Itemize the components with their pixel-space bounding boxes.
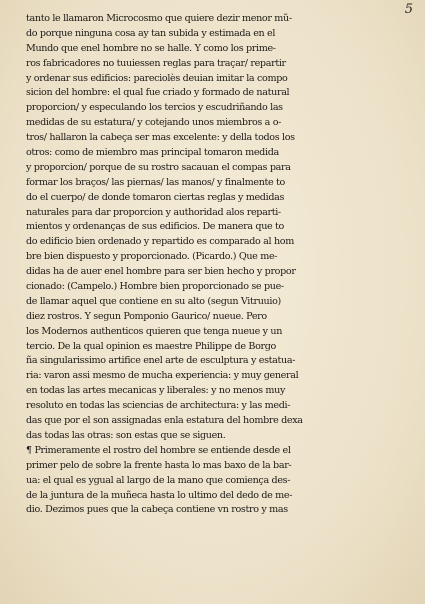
page-number: 5 <box>404 2 413 17</box>
text-line: ña singularissimo artifice enel arte de esculptura y estatua- <box>26 355 296 367</box>
text-line: sicion del hombre: el qual fue criado y formado de natural <box>26 87 290 99</box>
text-line: primer pelo de sobre la frente hasta lo mas baxo de la bar- <box>26 459 292 471</box>
text-line: mientos y ordenanças de sus edificios. De manera que to <box>26 221 284 233</box>
text-line: ua: el qual es ygual al largo de la mano que comiença des- <box>26 474 291 486</box>
text-line: los Modernos authenticos quieren que tenga nueue y un <box>26 325 283 337</box>
text-line: bre bien dispuesto y proporcionado. (Picardo.) Que me- <box>26 251 278 263</box>
text-line: otros: como de miembro mas principal tomaron medida <box>26 147 279 159</box>
text-line: proporcion/ y especulando los tercios y escudriñando las <box>26 102 283 114</box>
text-line: Mundo que enel hombre no se halle. Y como los prime- <box>26 42 276 54</box>
text-line: do porque ninguna cosa ay tan subida y estimada en el <box>26 27 276 39</box>
text-line: tanto le llamaron Microcosmo que quiere dezir menor mũ- <box>26 13 292 24</box>
text-line: cionado: (Campelo.) Hombre bien proporcionado se pue- <box>26 281 284 293</box>
text-line: tros/ hallaron la cabeça ser mas excelente: y della todos los <box>26 132 295 144</box>
text-line: ¶ Primeramente el rostro del hombre se entiende desde el <box>26 444 291 456</box>
text-line: naturales para dar proporcion y authoridad alos reparti- <box>26 206 281 218</box>
text-line: ria: varon assi mesmo de mucha experiencia: y muy general <box>26 370 299 382</box>
text-line: ros fabricadores no tuuiessen reglas para traçar/ repartir <box>26 57 286 69</box>
text-line: didas ha de auer enel hombre para ser bien hecho y propor <box>26 266 296 278</box>
text-line: das que por el son assignadas enla estatura del hombre dexa <box>26 415 303 427</box>
text-line: medidas de su estatura/ y cotejando unos miembros a o- <box>26 117 282 129</box>
text-line: do el cuerpo/ de donde tomaron ciertas reglas y medidas <box>26 191 285 203</box>
text-line: tercio. De la qual opinion es maestre Philippe de Borgo <box>26 340 276 352</box>
text-line: y proporcion/ porque de su rostro sacauan el compas para <box>26 161 291 173</box>
text-line: resoluto en todas las sciencias de architectura: y las medi- <box>26 400 291 412</box>
text-line: de la juntura de la muñeca hasta lo ultimo del dedo de me- <box>26 489 293 501</box>
text-line: diez rostros. Y segun Pomponio Gaurico/ nueue. Pero <box>26 310 267 322</box>
text-line: de llamar aquel que contiene en su alto (segun Vitruuio) <box>26 295 281 307</box>
text-line: dio. Dezimos pues que la cabeça contiene vn rostro y mas <box>26 504 288 516</box>
text-line: en todas las artes mecanicas y liberales: y no menos muy <box>26 385 286 397</box>
text-line: formar los braços/ las piernas/ las manos/ y finalmente to <box>26 176 285 188</box>
body-text <box>26 12 406 518</box>
text-line: das todas las otras: son estas que se siguen. <box>26 429 226 441</box>
text-line: do edificio bien ordenado y repartido es comparado al hom <box>26 236 294 248</box>
text-line: y ordenar sus edificios: pareciolès deuian imitar la compo <box>26 72 288 84</box>
